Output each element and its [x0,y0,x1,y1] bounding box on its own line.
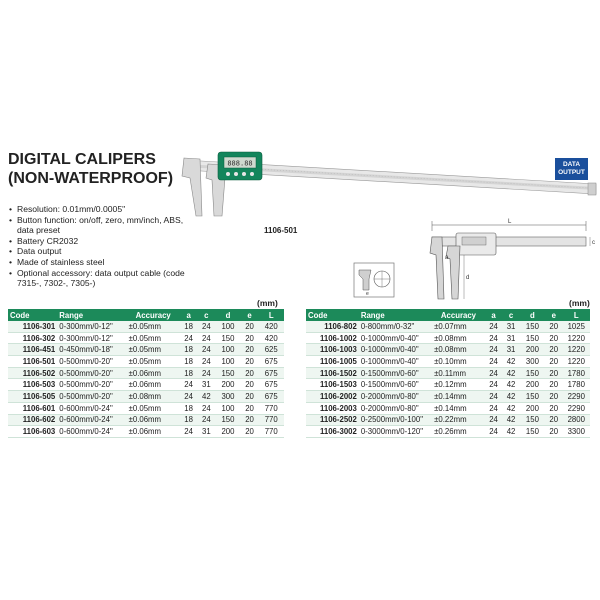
cell-d: 150 [520,426,545,438]
cell-accuracy: ±0.05mm [127,332,180,344]
cell-e: 20 [241,332,259,344]
cell-d: 300 [215,391,241,403]
cell-a: 18 [180,356,198,368]
cell-a: 24 [485,426,503,438]
cell-e: 20 [241,367,259,379]
product-model-label: 1106-501 [264,226,298,235]
cell-range: 0-600mm/0-24" [57,402,126,414]
cell-d: 100 [215,344,241,356]
cell-a: 24 [180,426,198,438]
cell-c: 24 [198,332,216,344]
col-header-l: L [258,309,284,321]
cell-range: 0-2000mm/0-80" [359,402,432,414]
cell-c: 42 [502,379,520,391]
cell-c: 42 [502,356,520,368]
table-row [306,402,590,414]
cell-accuracy: ±0.05mm [127,356,180,368]
cell-accuracy: ±0.12mm [432,379,485,391]
unit-label-left: (mm) [257,298,278,308]
cell-c: 24 [198,367,216,379]
cell-code: 1106-2502 [306,414,359,426]
feature-item: • Button function: on/off, zero, mm/inch, ABS, data preset [8,215,198,236]
cell-e: 20 [545,321,563,332]
cell-accuracy: ±0.06mm [127,367,180,379]
col-header-range: Range [57,309,126,321]
cell-c: 42 [502,402,520,414]
cell-e: 20 [545,402,563,414]
cell-accuracy: ±0.08mm [127,391,180,403]
table-row [8,356,284,368]
cell-range: 0-1000mm/0-40" [359,356,432,368]
cell-e: 20 [241,379,259,391]
cell-e: 20 [545,344,563,356]
cell-e: 20 [241,344,259,356]
col-header-e: e [241,309,259,321]
cell-d: 150 [215,332,241,344]
cell-d: 150 [520,414,545,426]
col-header-range: Range [359,309,432,321]
cell-e: 20 [545,391,563,403]
cell-e: 20 [241,356,259,368]
svg-text:c: c [592,240,595,246]
table-header-row [8,309,284,321]
badge-line-1: DATA [562,161,581,168]
cell-code: 1106-802 [306,321,359,332]
table-row [8,344,284,356]
cell-l: 2800 [563,414,590,426]
cell-e: 20 [545,426,563,438]
svg-text:a: a [445,255,449,261]
cell-code: 1106-502 [8,367,57,379]
cell-range: 0-500mm/0-20" [57,367,126,379]
cell-l: 625 [258,344,284,356]
cell-code: 1106-505 [8,391,57,403]
cell-l: 2290 [563,402,590,414]
title-line-1: DIGITAL CALIPERS [8,151,156,168]
table-row [8,402,284,414]
cell-code: 1106-1502 [306,367,359,379]
table-row [306,426,590,438]
cell-code: 1106-302 [8,332,57,344]
table-row [8,321,284,332]
cell-l: 420 [258,332,284,344]
col-header-a: a [180,309,198,321]
cell-l: 2290 [563,391,590,403]
title-line-2: (NON-WATERPROOF) [8,170,174,187]
cell-l: 420 [258,321,284,332]
cell-range: 0-300mm/0-12" [57,332,126,344]
cell-l: 770 [258,426,284,438]
cell-accuracy: ±0.05mm [127,402,180,414]
dimension-diagram [352,215,600,305]
table-row [306,379,590,391]
table-row [306,344,590,356]
cell-accuracy: ±0.08mm [432,344,485,356]
feature-item: • Resolution: 0.01mm/0.0005" [8,204,198,215]
cell-c: 31 [502,344,520,356]
cell-e: 20 [545,414,563,426]
cell-accuracy: ±0.22mm [432,414,485,426]
col-header-d: d [520,309,545,321]
cell-l: 675 [258,356,284,368]
cell-l: 3300 [563,426,590,438]
cell-l: 1220 [563,332,590,344]
cell-c: 42 [502,391,520,403]
col-header-accuracy: Accuracy [127,309,180,321]
col-header-accuracy: Accuracy [432,309,485,321]
cell-l: 675 [258,367,284,379]
cell-d: 150 [215,367,241,379]
cell-a: 24 [485,391,503,403]
cell-a: 18 [180,344,198,356]
table-header-row [306,309,590,321]
cell-l: 1780 [563,367,590,379]
svg-text:888.88: 888.88 [227,159,253,168]
col-header-c: c [502,309,520,321]
cell-code: 1106-3002 [306,426,359,438]
cell-code: 1106-601 [8,402,57,414]
cell-accuracy: ±0.07mm [432,321,485,332]
cell-range: 0-1000mm/0-40" [359,332,432,344]
cell-range: 0-3000mm/0-120" [359,426,432,438]
cell-a: 18 [180,402,198,414]
col-header-d: d [215,309,241,321]
table-row [306,332,590,344]
table-row [306,356,590,368]
cell-code: 1106-2002 [306,391,359,403]
cell-c: 31 [502,332,520,344]
table-row [306,391,590,403]
cell-e: 20 [241,402,259,414]
table-row [8,426,284,438]
cell-d: 150 [520,367,545,379]
feature-item: • Battery CR2032 [8,236,198,247]
cell-a: 24 [485,321,503,332]
cell-c: 42 [198,391,216,403]
cell-e: 20 [545,356,563,368]
cell-c: 42 [502,367,520,379]
cell-l: 1220 [563,356,590,368]
svg-text:L: L [508,219,512,225]
cell-a: 24 [180,379,198,391]
cell-code: 1106-503 [8,379,57,391]
svg-text:d: d [466,275,470,281]
data-output-badge [555,158,588,180]
col-header-code: Code [306,309,359,321]
col-header-c: c [198,309,216,321]
feature-item: • Optional accessory: data output cable (code 7315-, 7302-, 7305-) [8,268,198,289]
cell-d: 100 [215,356,241,368]
cell-c: 31 [198,379,216,391]
feature-item: • Data output [8,246,198,257]
cell-accuracy: ±0.14mm [432,402,485,414]
table-row [8,379,284,391]
cell-accuracy: ±0.06mm [127,414,180,426]
cell-d: 200 [520,344,545,356]
cell-c: 31 [502,321,520,332]
cell-code: 1106-1002 [306,332,359,344]
cell-d: 200 [520,379,545,391]
cell-range: 0-600mm/0-24" [57,414,126,426]
table-row [306,414,590,426]
cell-accuracy: ±0.05mm [127,321,180,332]
cell-accuracy: ±0.06mm [127,426,180,438]
cell-c: 24 [198,356,216,368]
cell-code: 1106-1503 [306,379,359,391]
cell-c: 24 [198,414,216,426]
cell-e: 20 [241,414,259,426]
cell-d: 300 [520,356,545,368]
cell-range: 0-800mm/0-32" [359,321,432,332]
svg-text:e: e [366,291,369,297]
cell-c: 42 [502,414,520,426]
cell-accuracy: ±0.11mm [432,367,485,379]
cell-a: 18 [180,367,198,379]
cell-range: 0-450mm/0-18" [57,344,126,356]
cell-range: 0-500mm/0-20" [57,356,126,368]
cell-a: 24 [180,391,198,403]
cell-d: 200 [215,426,241,438]
cell-d: 200 [520,402,545,414]
table-row [8,332,284,344]
cell-c: 24 [198,402,216,414]
cell-a: 24 [485,367,503,379]
cell-a: 18 [180,414,198,426]
cell-accuracy: ±0.05mm [127,344,180,356]
col-header-e: e [545,309,563,321]
cell-code: 1106-1003 [306,344,359,356]
cell-code: 1106-301 [8,321,57,332]
cell-a: 24 [180,332,198,344]
table-row [306,321,590,332]
page-title [8,150,173,188]
badge-line-2: OUTPUT [558,169,585,176]
cell-range: 0-2500mm/0-100" [359,414,432,426]
cell-c: 24 [198,321,216,332]
table-row [8,414,284,426]
cell-l: 1025 [563,321,590,332]
cell-accuracy: ±0.10mm [432,356,485,368]
cell-code: 1106-451 [8,344,57,356]
cell-d: 150 [215,414,241,426]
cell-e: 20 [545,367,563,379]
cell-a: 18 [180,321,198,332]
cell-l: 675 [258,391,284,403]
cell-a: 24 [485,356,503,368]
cell-d: 200 [215,379,241,391]
cell-code: 1106-501 [8,356,57,368]
cell-range: 0-1500mm/0-60" [359,379,432,391]
cell-l: 675 [258,379,284,391]
table-row [306,367,590,379]
cell-d: 150 [520,391,545,403]
cell-a: 24 [485,402,503,414]
cell-range: 0-500mm/0-20" [57,379,126,391]
cell-a: 24 [485,414,503,426]
cell-range: 0-1000mm/0-40" [359,344,432,356]
table-row [8,367,284,379]
col-header-l: L [563,309,590,321]
cell-accuracy: ±0.06mm [127,379,180,391]
cell-a: 24 [485,344,503,356]
cell-l: 1220 [563,344,590,356]
cell-range: 0-300mm/0-12" [57,321,126,332]
spec-table-left [8,309,284,438]
table-row [8,391,284,403]
cell-d: 100 [215,321,241,332]
cell-a: 24 [485,379,503,391]
cell-range: 0-1500mm/0-60" [359,367,432,379]
cell-e: 20 [545,332,563,344]
cell-c: 31 [198,426,216,438]
cell-accuracy: ±0.08mm [432,332,485,344]
feature-list [8,204,198,289]
cell-e: 20 [241,321,259,332]
cell-d: 100 [215,402,241,414]
cell-e: 20 [545,379,563,391]
cell-code: 1106-2003 [306,402,359,414]
cell-l: 770 [258,402,284,414]
cell-c: 24 [198,344,216,356]
spec-table-right [306,309,590,438]
cell-d: 150 [520,332,545,344]
col-header-code: Code [8,309,57,321]
cell-code: 1106-602 [8,414,57,426]
unit-label-right: (mm) [569,298,590,308]
cell-code: 1106-603 [8,426,57,438]
cell-range: 0-500mm/0-20" [57,391,126,403]
cell-l: 1780 [563,379,590,391]
cell-range: 0-2000mm/0-80" [359,391,432,403]
cell-accuracy: ±0.14mm [432,391,485,403]
cell-e: 20 [241,426,259,438]
cell-accuracy: ±0.26mm [432,426,485,438]
col-header-a: a [485,309,503,321]
cell-e: 20 [241,391,259,403]
cell-l: 770 [258,414,284,426]
cell-range: 0-600mm/0-24" [57,426,126,438]
cell-c: 42 [502,426,520,438]
feature-item: • Made of stainless steel [8,257,198,268]
cell-d: 150 [520,321,545,332]
cell-a: 24 [485,332,503,344]
cell-code: 1106-1005 [306,356,359,368]
